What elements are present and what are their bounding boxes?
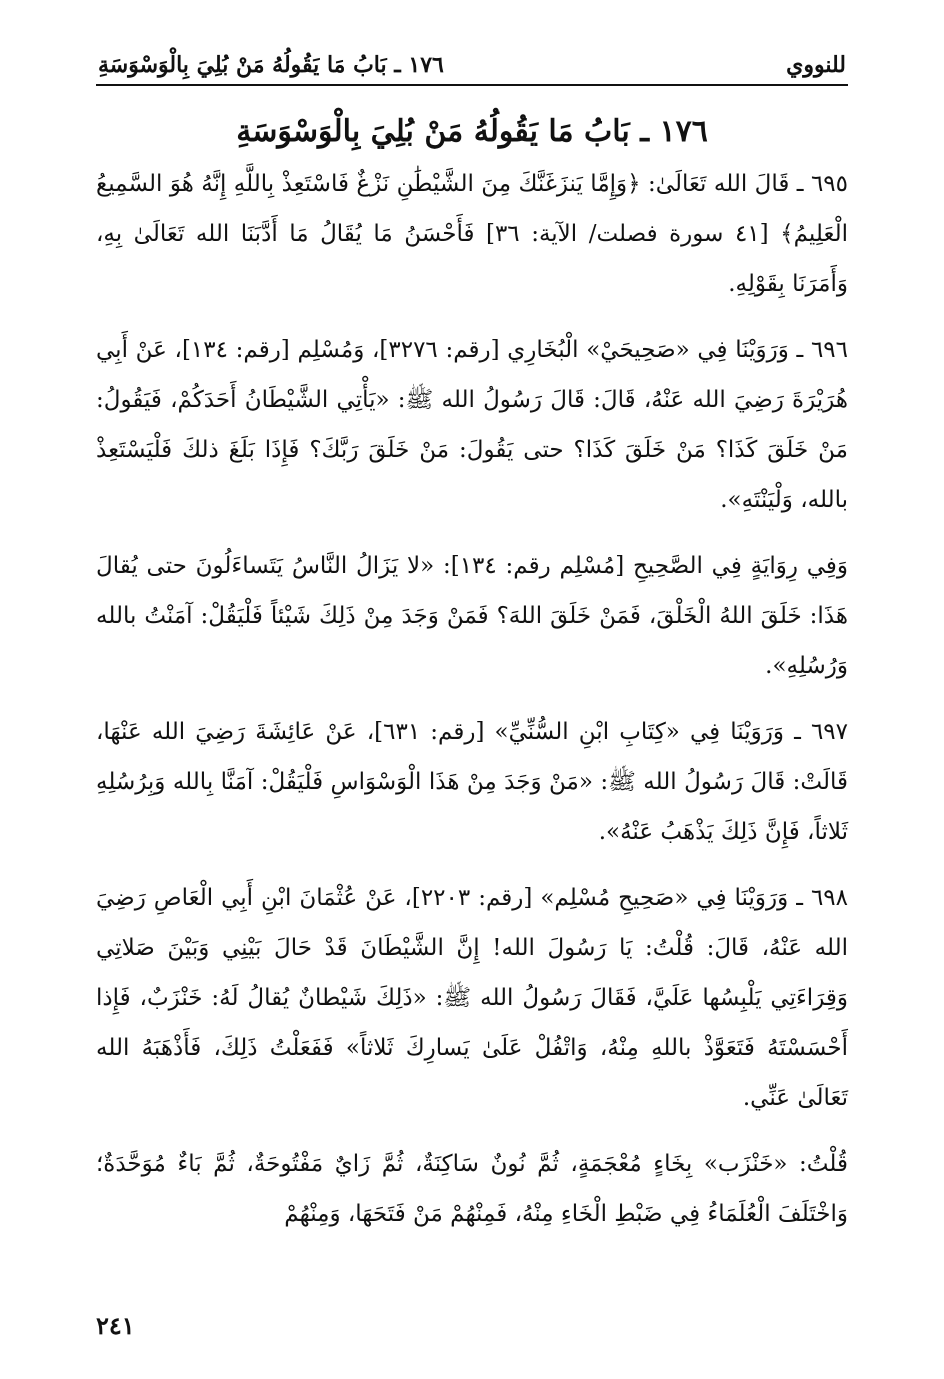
paragraph-695: ٦٩٥ ـ قَالَ الله تَعَالَىٰ: ﴿وَإِمَّا يَنزَغَنَّكَ مِنَ الشَّيْطَٰنِ نَزْغٌ فَاسْتَعِذْ بِاللَّهِ إِنَّهُ هُوَ السَّمِيعُ الْعَلِيمُ﴾ [٤١ سورة فصلت/ الآية: ٣٦] فَأَحْسَنُ مَا يُقَالُ مَا أَدَّبَنَا الله تَعَالَىٰ بِهِ، وَأَمَرَنَا بِقَوْلِهِ. xyxy=(96,171,848,297)
running-header xyxy=(96,40,848,86)
header-chapter-name: ١٧٦ ـ بَابُ مَا يَقُولُهُ مَنْ بُلِيَ بِالْوَسْوَسَةِ xyxy=(98,52,444,78)
page-number: ٢٤١ xyxy=(96,1311,135,1340)
chapter-title: ١٧٦ ـ بَابُ مَا يَقُولُهُ مَنْ بُلِيَ بِالْوَسْوَسَةِ xyxy=(236,114,708,149)
header-book-name: للنووي xyxy=(786,52,846,78)
paragraph-697: ٦٩٧ ـ وَرَوَيْنَا فِي «كِتَابِ ابْنِ السُّنِّيِّ» [رقم: ٦٣١]، عَنْ عَائِشَةَ رَضِيَ الله عَنْهَا، قَالَتْ: قَالَ رَسُولُ الله ﷺ: «مَنْ وَجَدَ مِنْ هَذَا الْوَسْوَاسِ فَلْيَقُلْ: آمَنَّا بِالله وَبِرُسُلِهِ ثَلاثاً، فَإِنَّ ذَلِكَ يَذْهَبُ عَنْهُ». xyxy=(96,719,848,845)
paragraph-698: ٦٩٨ ـ وَرَوَيْنَا فِي «صَحِيحِ مُسْلِم» [رقم: ٢٢٠٣]، عَنْ عُثْمَانَ ابْنِ أَبِي الْعَاصِ رَضِيَ الله عَنْهُ، قَالَ: قُلْتُ: يَا رَسُولَ الله! إِنَّ الشَّيْطَانَ قَدْ حَالَ بَيْنِي وَبَيْنَ صَلاتِي وَقِرَاءَتِي يَلْبِسُها عَلَيَّ، فَقَالَ رَسُولُ الله ﷺ: «ذَلِكَ شَيْطانٌ يُقالُ لَهُ: خَنْزَبٌ، فَإِذا أَحْسَسْتَهُ فَتَعَوَّذْ باللهِ مِنْهُ، وَاتْفُلْ عَلَىٰ يَسارِكَ ثَلاثاً» فَفَعَلْتُ ذَلِكَ، فَأَذْهَبَهُ الله تَعَالَىٰ عَنِّي. xyxy=(96,885,848,1111)
paragraph-696-variant: وَفِي رِوَايَةٍ فِي الصَّحِيحِ [مُسْلِم رقم: ١٣٤]: «لا يَزَالُ النَّاسُ يَتَساءَلُونَ حتى يُقالَ هَذَا: خَلَقَ اللهُ الْخَلْقَ، فَمَنْ خَلَقَ اللهَ؟ فَمَنْ وَجَدَ مِنْ ذَلِكَ شَيْئاً فَلْيَقُلْ: آمَنْتُ بالله وَرُسُلِهِ». xyxy=(96,553,848,679)
paragraph-696: ٦٩٦ ـ وَرَوَيْنَا فِي «صَحِيحَيْ» الْبُخَارِي [رقم: ٣٢٧٦]، وَمُسْلِم [رقم: ١٣٤]، عَنْ أَبِي هُرَيْرَةَ رَضِيَ الله عَنْهُ، قَالَ: قَالَ رَسُولُ الله ﷺ: «يَأْتِي الشَّيْطَانُ أَحَدَكُمْ، فَيَقُولُ: مَنْ خَلَقَ كَذَا؟ مَنْ خَلَقَ كَذَا؟ حتى يَقُولَ: مَنْ خَلَقَ رَبَّكَ؟ فَإِذَا بَلَغَ ذلكَ فَلْيَسْتَعِذْ بالله، وَلْيَنْتَهِ». xyxy=(96,337,848,513)
paragraph-note: قُلْتُ: «خَنْزَب» بِخَاءٍ مُعْجَمَةٍ، ثُمَّ نُونٌ سَاكِنَةٌ، ثُمَّ زَايٌ مَفْتُوحَةٌ، ثُمَّ بَاءٌ مُوَحَّدَةٌ؛ وَاخْتَلَفَ الْعُلَمَاءُ فِي ضَبْطِ الْخَاءِ مِنْهُ، فَمِنْهُمْ مَنْ فَتَحَهَا، وَمِنْهُمْ xyxy=(96,1151,848,1227)
book-page xyxy=(96,40,848,1340)
